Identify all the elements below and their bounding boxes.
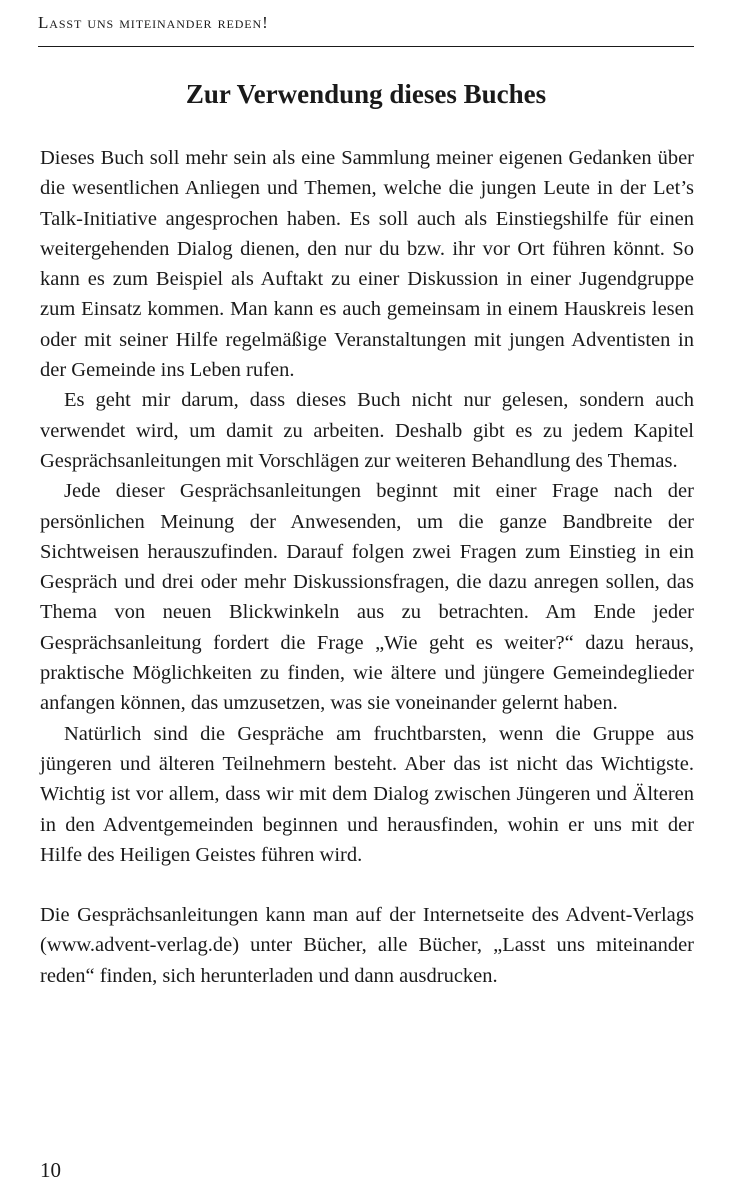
page-number: 10 <box>40 1158 61 1182</box>
paragraph-download: Die Gesprächsanleitungen kann man auf der Internetseite des Advent-Verlags (www.advent-verlag.de) unter Bücher, alle Bücher, „Lasst uns miteinander reden“ finden, sich herunterladen und dann ausdrucken. <box>40 904 694 987</box>
running-head: Lasst uns miteinander reden! <box>38 13 269 32</box>
paragraph-purpose: Es geht mir darum, dass dieses Buch nicht nur gelesen, sondern auch verwendet wird, um damit zu arbeiten. Deshalb gibt es zu jedem Kapitel Gesprächsanleitungen mit Vorschlägen zur weiteren Behandlung des Themas. <box>40 389 694 472</box>
body-text <box>40 143 694 991</box>
paragraph-groups: Natürlich sind die Gespräche am fruchtbarsten, wenn die Gruppe aus jüngeren und älteren Teilnehmern besteht. Aber das ist nicht das Wichtigste. Wichtig ist vor allem, dass wir mit dem Dialog zwischen Jüngeren und Älteren in den Adventgemeinden beginnen und herausfinden, wohin er uns mit der Hilfe des Heiligen Geistes führen wird. <box>40 722 694 866</box>
paragraph-structure: Jede dieser Gesprächsanleitungen beginnt mit einer Frage nach der persönlichen Meinung der Anwesenden, um die ganze Bandbreite der Sichtweisen herauszufinden. Darauf folgen zwei Fragen zum Einstieg in ein Gespräch und drei oder mehr Diskussionsfragen, die dazu anregen sollen, das Thema von neuen Blickwinkeln aus zu betrachten. Am Ende jeder Gesprächsanleitung fordert die Frage „Wie geht es weiter?“ dazu heraus, praktische Möglichkeiten zu finden, wie ältere und jüngere Gemeindeglieder anfangen können, das umzusetzen, was sie voneinander gelernt haben. <box>40 480 694 715</box>
paragraph-intro: Dieses Buch soll mehr sein als eine Sammlung meiner eigenen Gedanken über die wesentlichen Anliegen und Themen, welche die jungen Leute in der Let’s Talk-Initiative angesprochen haben. Es soll auch als Einstiegshilfe für einen weitergehenden Dialog dienen, den nur du bzw. ihr vor Ort führen könnt. So kann es zum Beispiel als Auftakt zu einer Diskussion in einer Jugendgruppe zum Einsatz kommen. Man kann es auch gemeinsam in einem Hauskreis lesen oder mit seiner Hilfe regelmäßige Veranstaltungen mit jungen Adventisten in der Gemeinde ins Leben rufen. <box>40 147 694 382</box>
chapter-title: Zur Verwendung dieses Buches <box>185 79 547 109</box>
header-rule <box>38 46 694 47</box>
